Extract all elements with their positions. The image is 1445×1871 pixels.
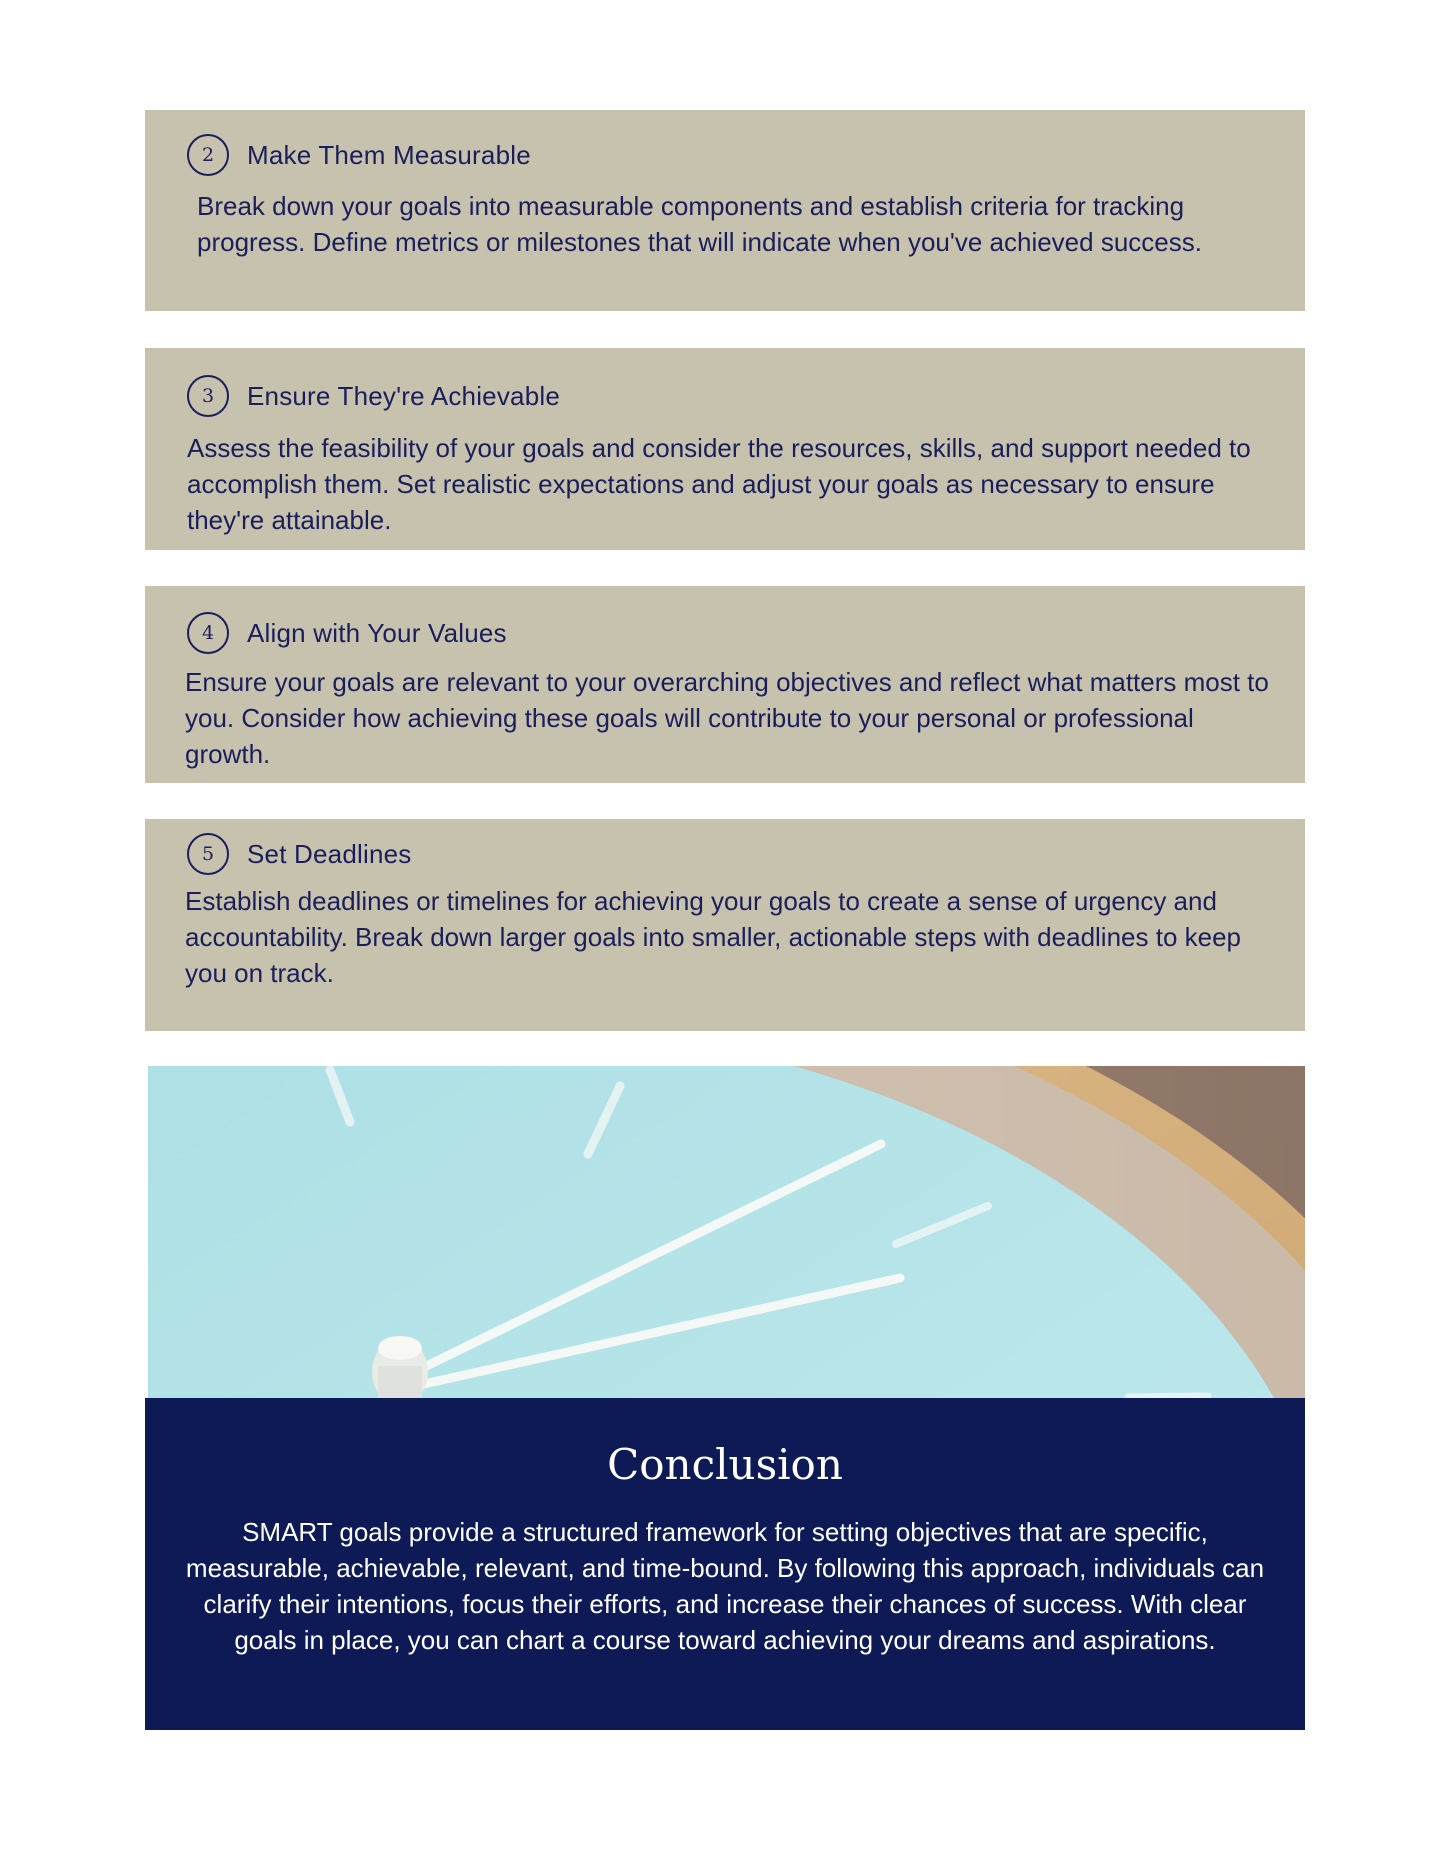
step-number-badge: 3 [187,375,229,417]
step-number-badge: 5 [187,833,229,875]
clock-face-photo [148,1066,1305,1399]
step-description: Establish deadlines or timelines for achieving your goals to create a sense of urgency and accountability. Break down larger goals into smaller, actionable steps with deadlines to keep you on track. [185,886,1242,988]
step-title: Ensure They're Achievable [247,380,561,411]
step-description: Ensure your goals are relevant to your overarching objectives and reflect what matters most to you. Consider how achieving these goals will contribute to your personal or professional growth. [185,667,1269,769]
step-header [187,831,411,877]
step-header [187,610,507,656]
step-header [187,132,531,178]
step-title: Set Deadlines [247,838,412,869]
step-number-badge: 4 [187,612,229,654]
clock-face-illustration [148,1066,1305,1399]
step-card-measurable [145,110,1305,311]
step-description: Assess the feasibility of your goals and consider the resources, skills, and support needed to accomplish them. Set realistic expectations and adjust your goals as necessary to ensure they're attainable. [187,433,1251,535]
conclusion-section [145,1398,1305,1730]
step-number-badge: 2 [187,134,229,176]
step-header [187,373,560,419]
step-card-achievable [145,348,1305,550]
step-title: Make Them Measurable [247,139,531,170]
step-title: Align with Your Values [247,617,507,648]
conclusion-text: SMART goals provide a structured framework for setting objectives that are specific, measurable, achievable, relevant, and time-bound. By following this approach, individuals can clarify their intentions, focus their efforts, and increase their chances of success. With clear goals in place, you can chart a course toward achieving your dreams and aspirations. [185,1517,1265,1655]
step-card-deadlines [145,819,1305,1031]
step-card-values [145,586,1305,783]
step-description: Break down your goals into measurable components and establish criteria for tracking progress. Define metrics or milestones that will indicate when you've achieved success. [197,191,1202,257]
conclusion-title: Conclusion [607,1440,843,1489]
